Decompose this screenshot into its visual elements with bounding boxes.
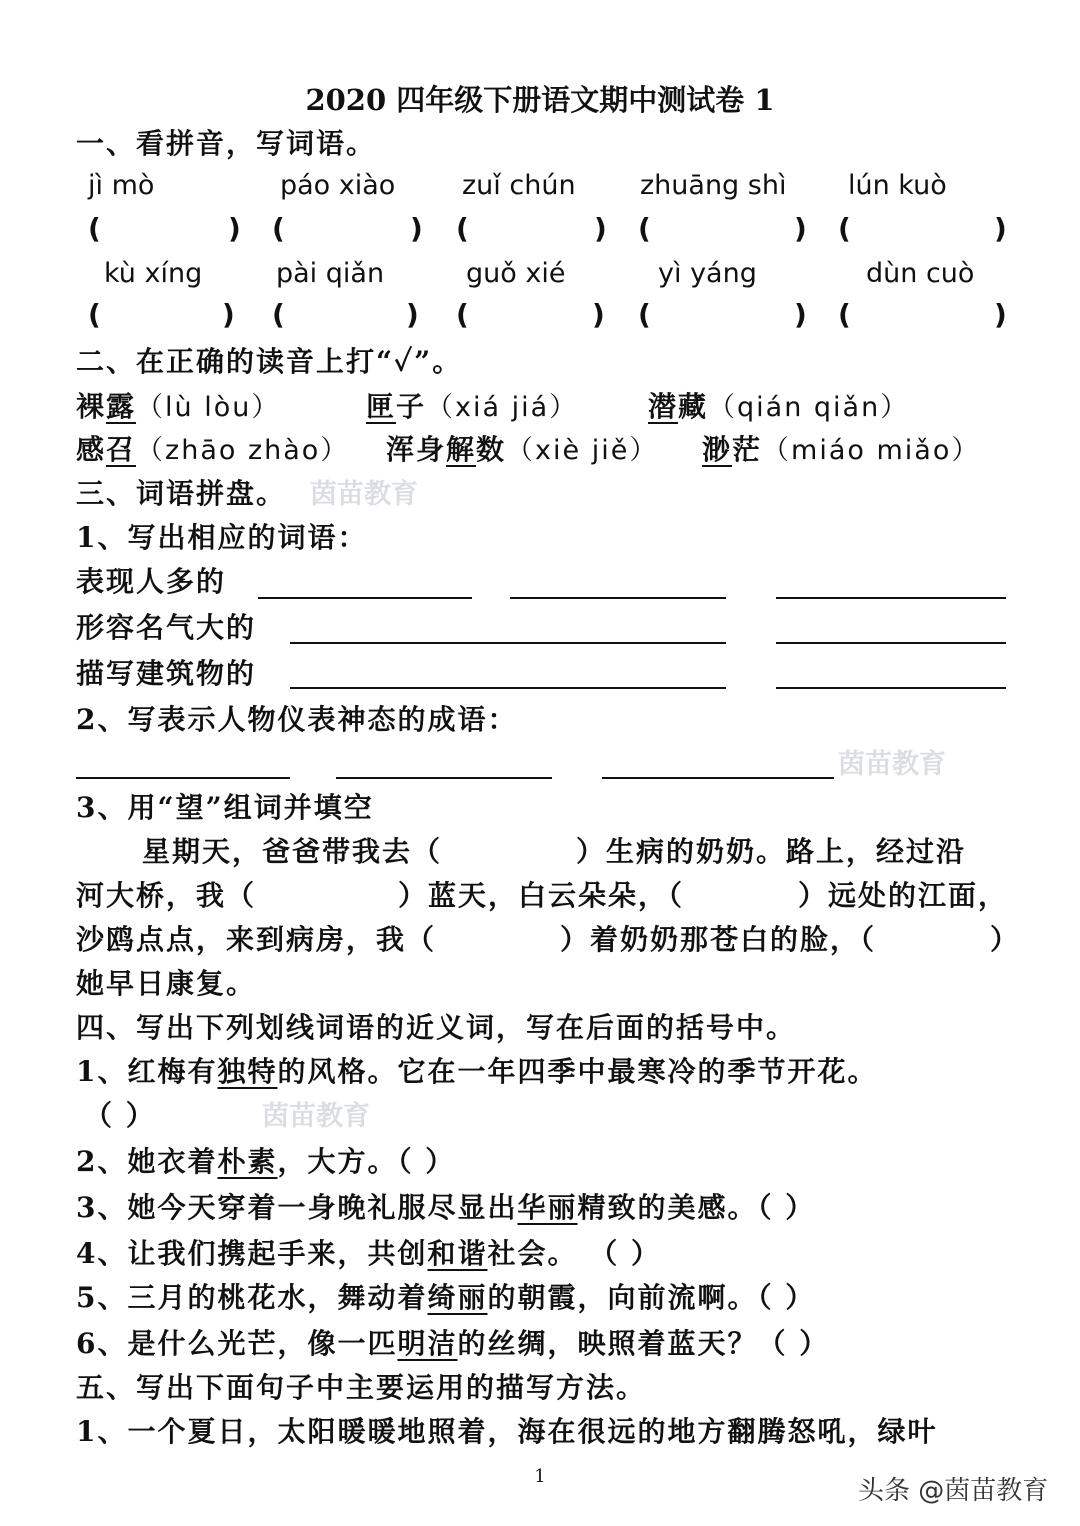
close-paren: )	[406, 298, 419, 331]
close-paren: )	[994, 298, 1007, 331]
pronunciation-line-1	[76, 385, 280, 425]
synonym-sentence-4	[76, 1232, 661, 1272]
pinyin-2-5: dùn cuò	[866, 258, 975, 289]
answer-bracket[interactable]: （ ）	[84, 1099, 156, 1132]
pronunciation-item-2	[366, 385, 578, 425]
question-3-3: 3、用“望”组词并填空	[76, 791, 374, 824]
synonym-sentence-3	[76, 1186, 815, 1226]
pinyin-2-1: kù xíng	[104, 258, 203, 289]
section-4-heading: 四、写出下列划线词语的近义词，写在后面的括号中。	[76, 1011, 797, 1044]
watermark: 茵苗教育	[838, 749, 946, 780]
pinyin-options: （qián qiǎn）	[708, 392, 910, 423]
pinyin-1-3: zuǐ chún	[462, 170, 576, 201]
section-5-heading: 五、写出下面句子中主要运用的描写方法。	[76, 1371, 647, 1404]
open-paren: (	[838, 212, 851, 245]
pinyin-options: （zhāo zhào）	[136, 435, 350, 466]
underlined-word: 明洁	[397, 1327, 458, 1360]
pinyin-1-2: páo xiào	[280, 170, 396, 201]
open-paren: (	[88, 212, 101, 245]
sentence-text: 1、红梅有	[76, 1055, 218, 1088]
sentence-text: 2、她衣着	[76, 1145, 218, 1178]
open-paren: (	[638, 298, 651, 331]
fill-text: ）着奶奶那苍白的脸，（	[560, 923, 877, 956]
open-paren: (	[88, 298, 101, 331]
underlined-word: 和谐	[427, 1237, 488, 1270]
underlined-word: 华丽	[517, 1191, 578, 1224]
open-paren: (	[638, 212, 651, 245]
sentence-text: 4、让我们携起手来，共创	[76, 1237, 428, 1270]
open-paren: (	[838, 298, 851, 331]
sentence-text: 的朝霞，向前流啊。（ ）	[487, 1281, 816, 1314]
pinyin-options: （xiá jiá）	[426, 392, 579, 423]
underlined-char: 解	[446, 433, 477, 466]
underlined-char: 召	[106, 433, 137, 466]
pronunciation-item-5	[386, 428, 658, 468]
underlined-char: 渺	[702, 433, 733, 466]
answer-blank[interactable]	[510, 597, 726, 599]
category-label: 表现人多的	[76, 565, 227, 598]
open-paren: (	[456, 298, 469, 331]
synonym-sentence-1	[76, 1050, 878, 1090]
answer-blank[interactable]	[76, 777, 290, 779]
word-char: 裸	[76, 390, 107, 423]
open-paren: (	[272, 212, 285, 245]
pinyin-2-2: pài qiǎn	[276, 258, 385, 289]
close-paren: )	[410, 212, 423, 245]
category-label: 描写建筑物的	[76, 657, 257, 690]
question-3-2: 2、写表示人物仪表神态的成语：	[76, 703, 518, 736]
sentence-text: 社会。 （ ）	[487, 1237, 661, 1270]
close-paren: )	[794, 212, 807, 245]
close-paren: )	[222, 298, 235, 331]
close-paren: )	[228, 212, 241, 245]
close-paren: )	[994, 212, 1007, 245]
answer-blank[interactable]	[776, 642, 1006, 644]
pinyin-1-5: lún kuò	[848, 170, 947, 201]
source-tag: 头条 @茵苗教育	[858, 1476, 1049, 1506]
fill-text: ）蓝天，白云朵朵，（	[398, 879, 685, 912]
watermark: 茵苗教育	[262, 1101, 370, 1132]
page-number: 1	[534, 1466, 546, 1487]
section-2-heading: 二、在正确的读音上打“✓”。	[76, 345, 463, 378]
answer-blank[interactable]	[336, 777, 552, 779]
word-char: 浑身	[386, 433, 447, 466]
page-title: 2020 四年级下册语文期中测试卷 1	[305, 83, 775, 117]
sentence-text: 6、是什么光芒，像一匹	[76, 1327, 398, 1360]
answer-blank[interactable]	[776, 597, 1006, 599]
category-label: 形容名气大的	[76, 611, 257, 644]
answer-blank[interactable]	[776, 687, 1006, 689]
synonym-sentence-6	[76, 1322, 829, 1362]
word-char: 藏	[678, 390, 709, 423]
section-3-heading: 三、词语拼盘。	[76, 477, 287, 510]
underlined-char: 露	[106, 390, 137, 423]
pinyin-2-4: yì yáng	[658, 258, 757, 289]
answer-blank[interactable]	[290, 687, 508, 689]
answer-blank[interactable]	[508, 687, 726, 689]
pinyin-options: （miáo miǎo）	[762, 435, 981, 466]
pinyin-options: （lù lòu）	[136, 392, 281, 423]
question-3-1: 1、写出相应的词语：	[76, 521, 368, 554]
sentence-text: 3、她今天穿着一身晚礼服尽显出	[76, 1191, 518, 1224]
answer-blank[interactable]	[258, 597, 472, 599]
close-paren: )	[794, 298, 807, 331]
synonym-sentence-2	[76, 1140, 455, 1180]
close-paren: )	[594, 212, 607, 245]
word-char: 茫	[732, 433, 763, 466]
word-char: 感	[76, 433, 107, 466]
sentence-text: 5、三月的桃花水，舞动着	[76, 1281, 428, 1314]
fill-text: 沙鸥点点，来到病房，我（	[76, 923, 437, 956]
pinyin-1-4: zhuāng shì	[640, 170, 787, 201]
word-char: 子	[396, 390, 427, 423]
pronunciation-item-3	[648, 385, 909, 425]
fill-text: ）	[990, 923, 1021, 956]
fill-text: 河大桥，我（	[76, 879, 257, 912]
fill-text: ）生病的奶奶。路上，经过沿	[576, 835, 967, 868]
sentence-text: 的风格。它在一年四季中最寒冷的季节开花。	[277, 1055, 878, 1088]
underlined-char: 匣	[366, 390, 397, 423]
fill-text: ）远处的江面，	[798, 879, 1009, 912]
pinyin-options: （xiè jiě）	[506, 435, 659, 466]
underlined-word: 绮丽	[427, 1281, 488, 1314]
underlined-word: 朴素	[217, 1145, 278, 1178]
watermark: 茵苗教育	[310, 479, 418, 510]
answer-blank[interactable]	[602, 777, 834, 779]
open-paren: (	[272, 298, 285, 331]
fill-text: 星期天，爸爸带我去（	[142, 835, 443, 868]
word-char: 数	[476, 433, 507, 466]
pronunciation-item-6	[702, 428, 980, 468]
underlined-char: 潜	[648, 390, 679, 423]
synonym-sentence-5	[76, 1276, 815, 1316]
pinyin-1-1: jì mò	[88, 170, 155, 201]
description-sentence-1: 1、一个夏日，太阳暖暖地照着，海在很远的地方翻腾怒吼，绿叶	[76, 1415, 938, 1448]
open-paren: (	[456, 212, 469, 245]
pinyin-2-3: guǒ xié	[466, 258, 566, 289]
answer-blank[interactable]	[508, 642, 726, 644]
sentence-text: ，大方。（ ）	[277, 1145, 456, 1178]
answer-blank[interactable]	[290, 642, 508, 644]
underlined-word: 独特	[217, 1055, 278, 1088]
sentence-text: 精致的美感。（ ）	[577, 1191, 816, 1224]
fill-text: 她早日康复。	[76, 967, 257, 1000]
sentence-text: 的丝绸，映照着蓝天？（ ）	[457, 1327, 830, 1360]
pronunciation-line-2	[76, 428, 349, 468]
section-1-heading: 一、看拼音，写词语。	[76, 127, 377, 160]
close-paren: )	[592, 298, 605, 331]
